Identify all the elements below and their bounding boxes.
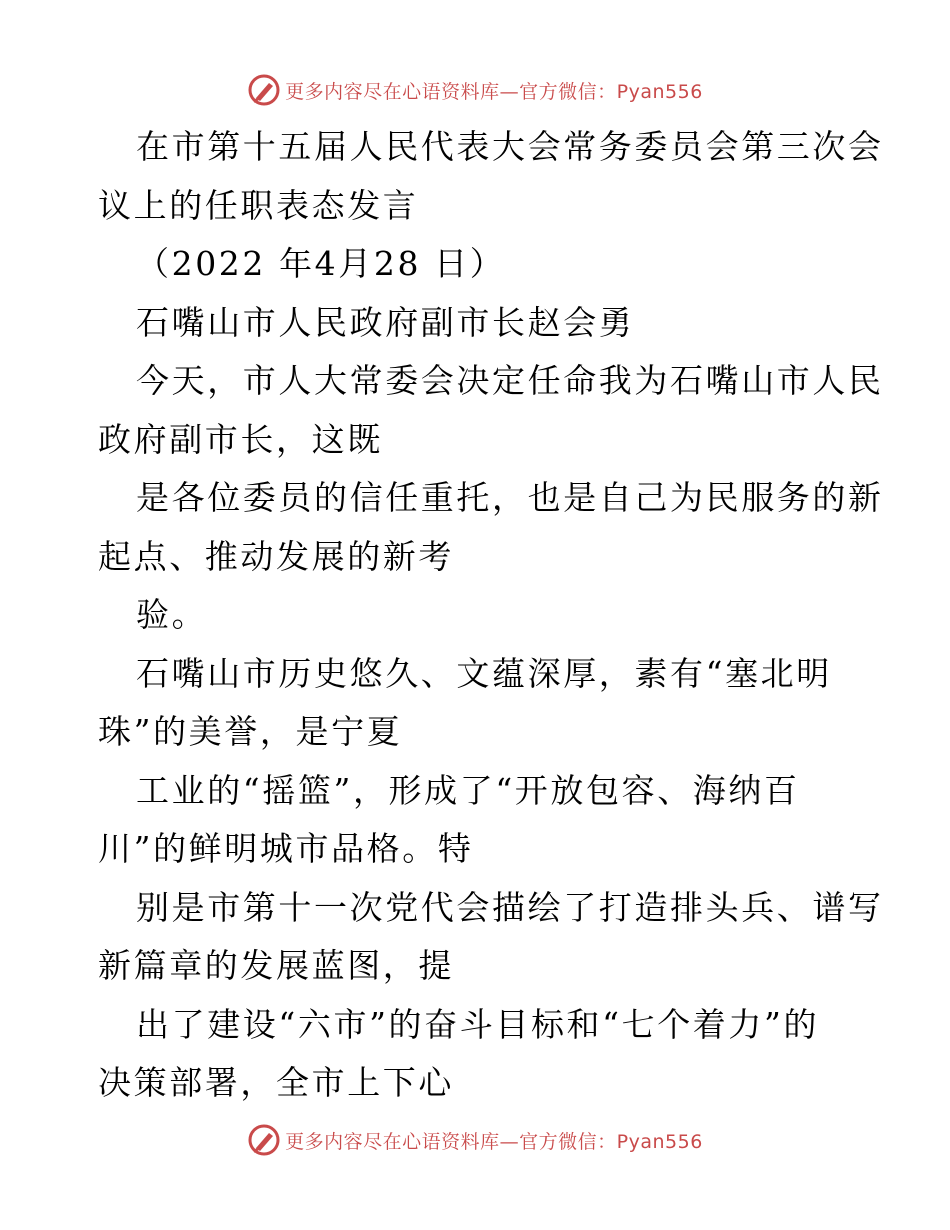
text-line: 决策部署，全市上下心 xyxy=(98,1063,454,1102)
text-line: 新篇章的发展蓝图，提 xyxy=(98,946,454,985)
text-line: 今天，市人大常委会决定任命我为石嘴山市人民 xyxy=(136,361,884,400)
text-line: 是各位委员的信任重托，也是自己为民服务的新 xyxy=(136,478,884,517)
text-line: （2022 年4月28 日） xyxy=(136,244,506,283)
text-line: 工业的“摇篮”，形成了“开放包容、海纳百 xyxy=(136,770,800,810)
text-line: 出了建设“六市”的奋斗目标和“七个着力”的 xyxy=(136,1004,820,1044)
text-line: 石嘴山市历史悠久、文蕴深厚，素有“塞北明 xyxy=(136,653,832,693)
document-body xyxy=(98,118,884,1113)
text-line: 珠”的美誉，是宁夏 xyxy=(98,712,403,751)
text-line: 别是市第十一次党代会描绘了打造排头兵、谱写 xyxy=(136,887,884,927)
footer-watermark xyxy=(0,1120,950,1160)
text-line: 政府副市长，这既 xyxy=(98,419,383,459)
text-line: 川”的鲜明城市品格。特 xyxy=(98,829,474,868)
text-line: 验。 xyxy=(136,595,208,634)
watermark-text: 更多内容尽在心语资料库—官方微信：Pyan556 xyxy=(285,1130,703,1153)
text-line: 起点、推动发展的新考 xyxy=(98,536,454,576)
header-watermark xyxy=(0,70,950,110)
watermark-text: 更多内容尽在心语资料库—官方微信：Pyan556 xyxy=(285,80,703,103)
text-line: 在市第十五届人民代表大会常务委员会第三次会 xyxy=(136,127,884,166)
text-line: 议上的任职表态发言 xyxy=(98,185,419,225)
text-line: 石嘴山市人民政府副市长赵会勇 xyxy=(136,302,635,342)
pen-logo-icon xyxy=(247,73,281,107)
pen-logo-icon xyxy=(247,1123,281,1157)
